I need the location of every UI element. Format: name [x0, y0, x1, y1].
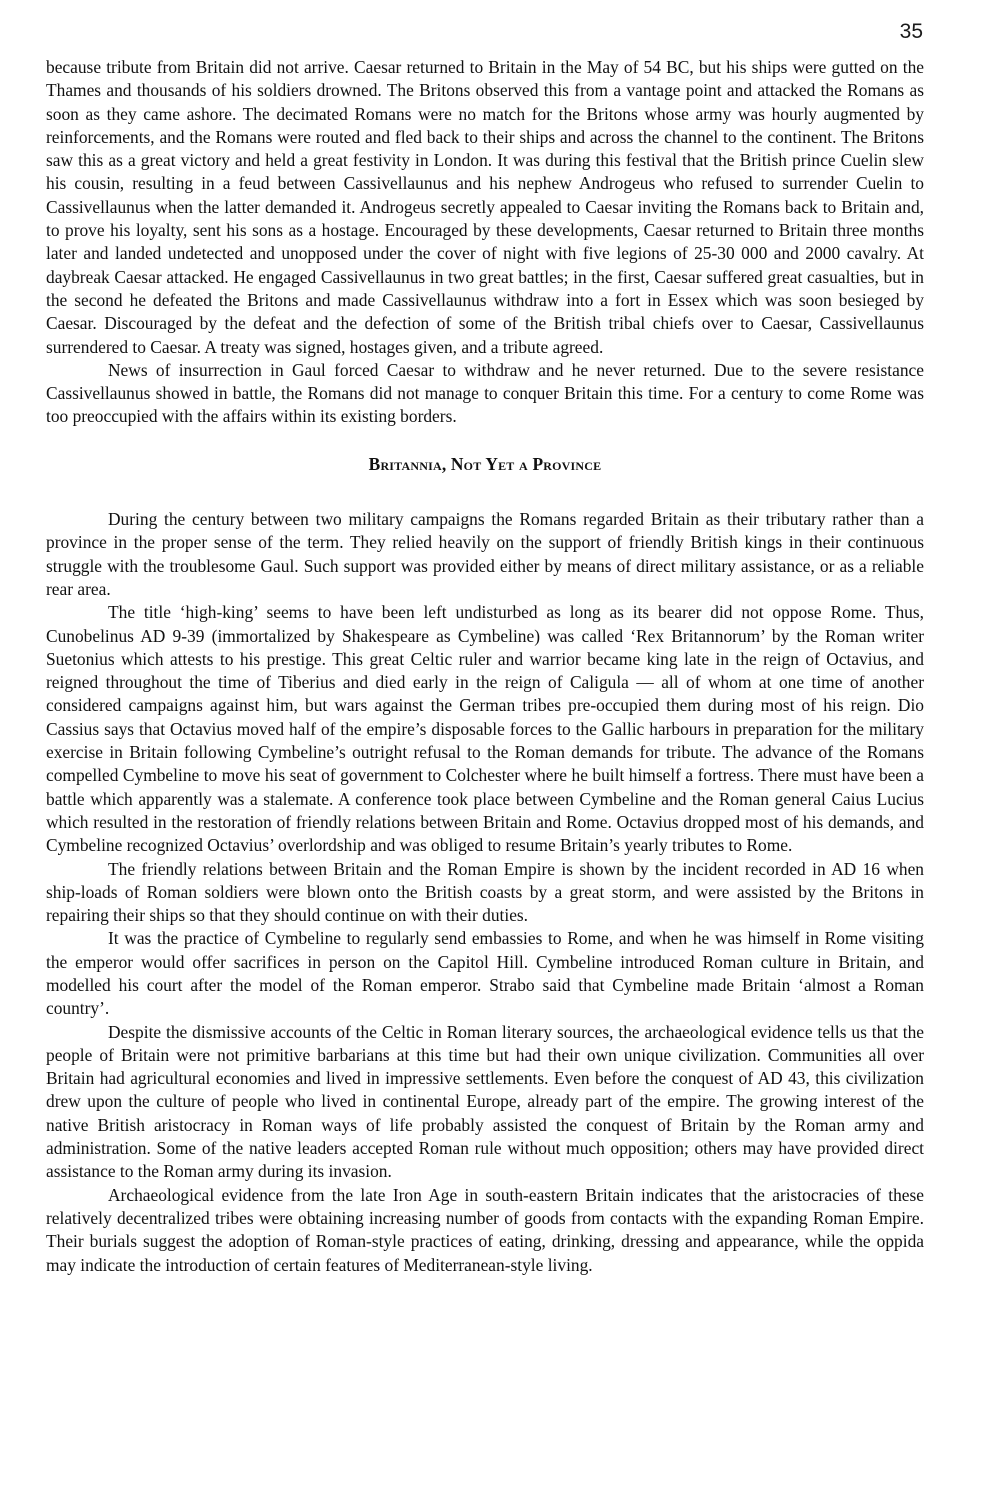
paragraph: Archaeological evidence from the late Iron Age in south-eastern Britain indicates that the aristocracies of these relatively decentralized tribes were obtaining increasing number of goods from contacts with the expanding Roman Empire. Their burials suggest the adoption of Roman-style practices of eating, drinking, dressing and appearance, while the oppida may indicate the introduction of certain features of Mediterranean-style living. [46, 1184, 924, 1275]
section-heading: Britannia, Not Yet a Province [368, 453, 602, 474]
paragraph: News of insurrection in Gaul forced Caesar to withdraw and he never returned. Due to the severe resistance Cassivellaunus showed in battle, the Romans did not manage to conquer Britain this time. For a century to come Rome was too preoccupied with the affairs within its existing borders. [46, 359, 924, 427]
paragraph: because tribute from Britain did not arrive. Caesar returned to Britain in the May of 54 BC, but his ships were gutted on the Thames and thousands of his soldiers drowned. The Britons observed this from a vantage point and attacked the Romans as soon as they came ashore. The decimated Romans were no match for the Britons whose army was hourly augmented by reinforcements, and the Romans were routed and fled back to their ships and across the channel to the continent. The Britons saw this as a great victory and held a great festivity in London. It was during this festival that the British prince Cuelin slew his cousin, resulting in a feud between Cassivellaunus and his nephew Androgeus who refused to surrender Cuelin to Cassivellaunus when the latter demanded it. Androgeus secretly appealed to Caesar inviting the Romans back to Britain and, to prove his loyalty, sent his sons as a hostage. Encouraged by these developments, Caesar returned to Britain three months later and landed undetected and unopposed under the cover of night with five legions of 25-30 000 and 2000 cavalry. At daybreak Caesar attacked. He engaged Cassivellaunus in two great battles; in the first, Caesar suffered great casualties, but in the second he defeated the Britons and made Cassivellaunus withdraw into a fort in Essex which was soon besieged by Caesar. Discouraged by the defeat and the defection of some of the British tribal chiefs over to Caesar, Cassivellaunus surrendered to Caesar. A treaty was signed, hostages given, and a tribute agreed. [46, 57, 924, 357]
paragraph: It was the practice of Cymbeline to regularly send embassies to Rome, and when he was himself in Rome visiting the emperor would offer sacrifices in person on the Capitol Hill. Cymbeline introduced Roman culture in Britain, and modelled his court after the model of the Roman emperor. Strabo said that Cymbeline made Britain ‘almost a Roman country’. [46, 928, 924, 1019]
paragraph: Despite the dismissive accounts of the Celtic in Roman literary sources, the archaeological evidence tells us that the people of Britain were not primitive barbarians at this time but had their own unique civilization. Communities all over Britain had agricultural economies and lived in impressive settlements. Even before the conquest of AD 43, this civilization drew upon the culture of people who lived in continental Europe, already part of the empire. The growing interest of the native British aristocracy in Roman ways of life probably assisted the conquest of Britain by the Roman army and administration. Some of the native leaders accepted Roman rule without much opposition; others may have provided direct assistance to the Roman army during its invasion. [46, 1021, 924, 1182]
page-body [46, 56, 924, 1277]
paragraph: During the century between two military campaigns the Romans regarded Britain as their tributary rather than a province in the proper sense of the term. They relied heavily on the support of friendly British kings in their continuous struggle with the troublesome Gaul. Such support was provided either by means of direct military assistance, or as a reliable rear area. [46, 509, 924, 599]
page-number: 35 [899, 20, 923, 43]
paragraph: The friendly relations between Britain and the Roman Empire is shown by the incident recorded in AD 16 when ship-loads of Roman soldiers were blown onto the British coasts by a great storm, and were assisted by the Britons in repairing their ships so that they should continue on with their duties. [46, 858, 924, 926]
paragraph: The title ‘high-king’ seems to have been left undisturbed as long as its bearer did not oppose Rome. Thus, Cunobelinus AD 9-39 (immortalized by Shakespeare as Cymbeline) was called ‘Rex Britannorum’ by the Roman writer Suetonius which attests to his prestige. This great Celtic ruler and warrior became king late in the reign of Octavius, and reigned throughout the time of Tiberius and died early in the reign of Caligula — all of whom at one time of another considered campaigns against him, but wars against the German tribes pre-occupied them during most of his reign. Dio Cassius says that Octavius moved half of the empire’s disposable forces to the Gallic harbours in preparation for the military exercise in Britain following Cymbeline’s outright refusal to the Roman demands for tribute. The advance of the Romans compelled Cymbeline to move his seat of government to Colchester where he built himself a fortress. There must have been a battle which apparently was a stalemate. A conference took place between Cymbeline and the Roman general Caius Lucius which resulted in the restoration of friendly relations between Britain and Rome. Octavius dropped most of his demands, and Cymbeline recognized Octavius’ overlordship and was obliged to resume Britain’s yearly tributes to Rome. [46, 602, 924, 856]
